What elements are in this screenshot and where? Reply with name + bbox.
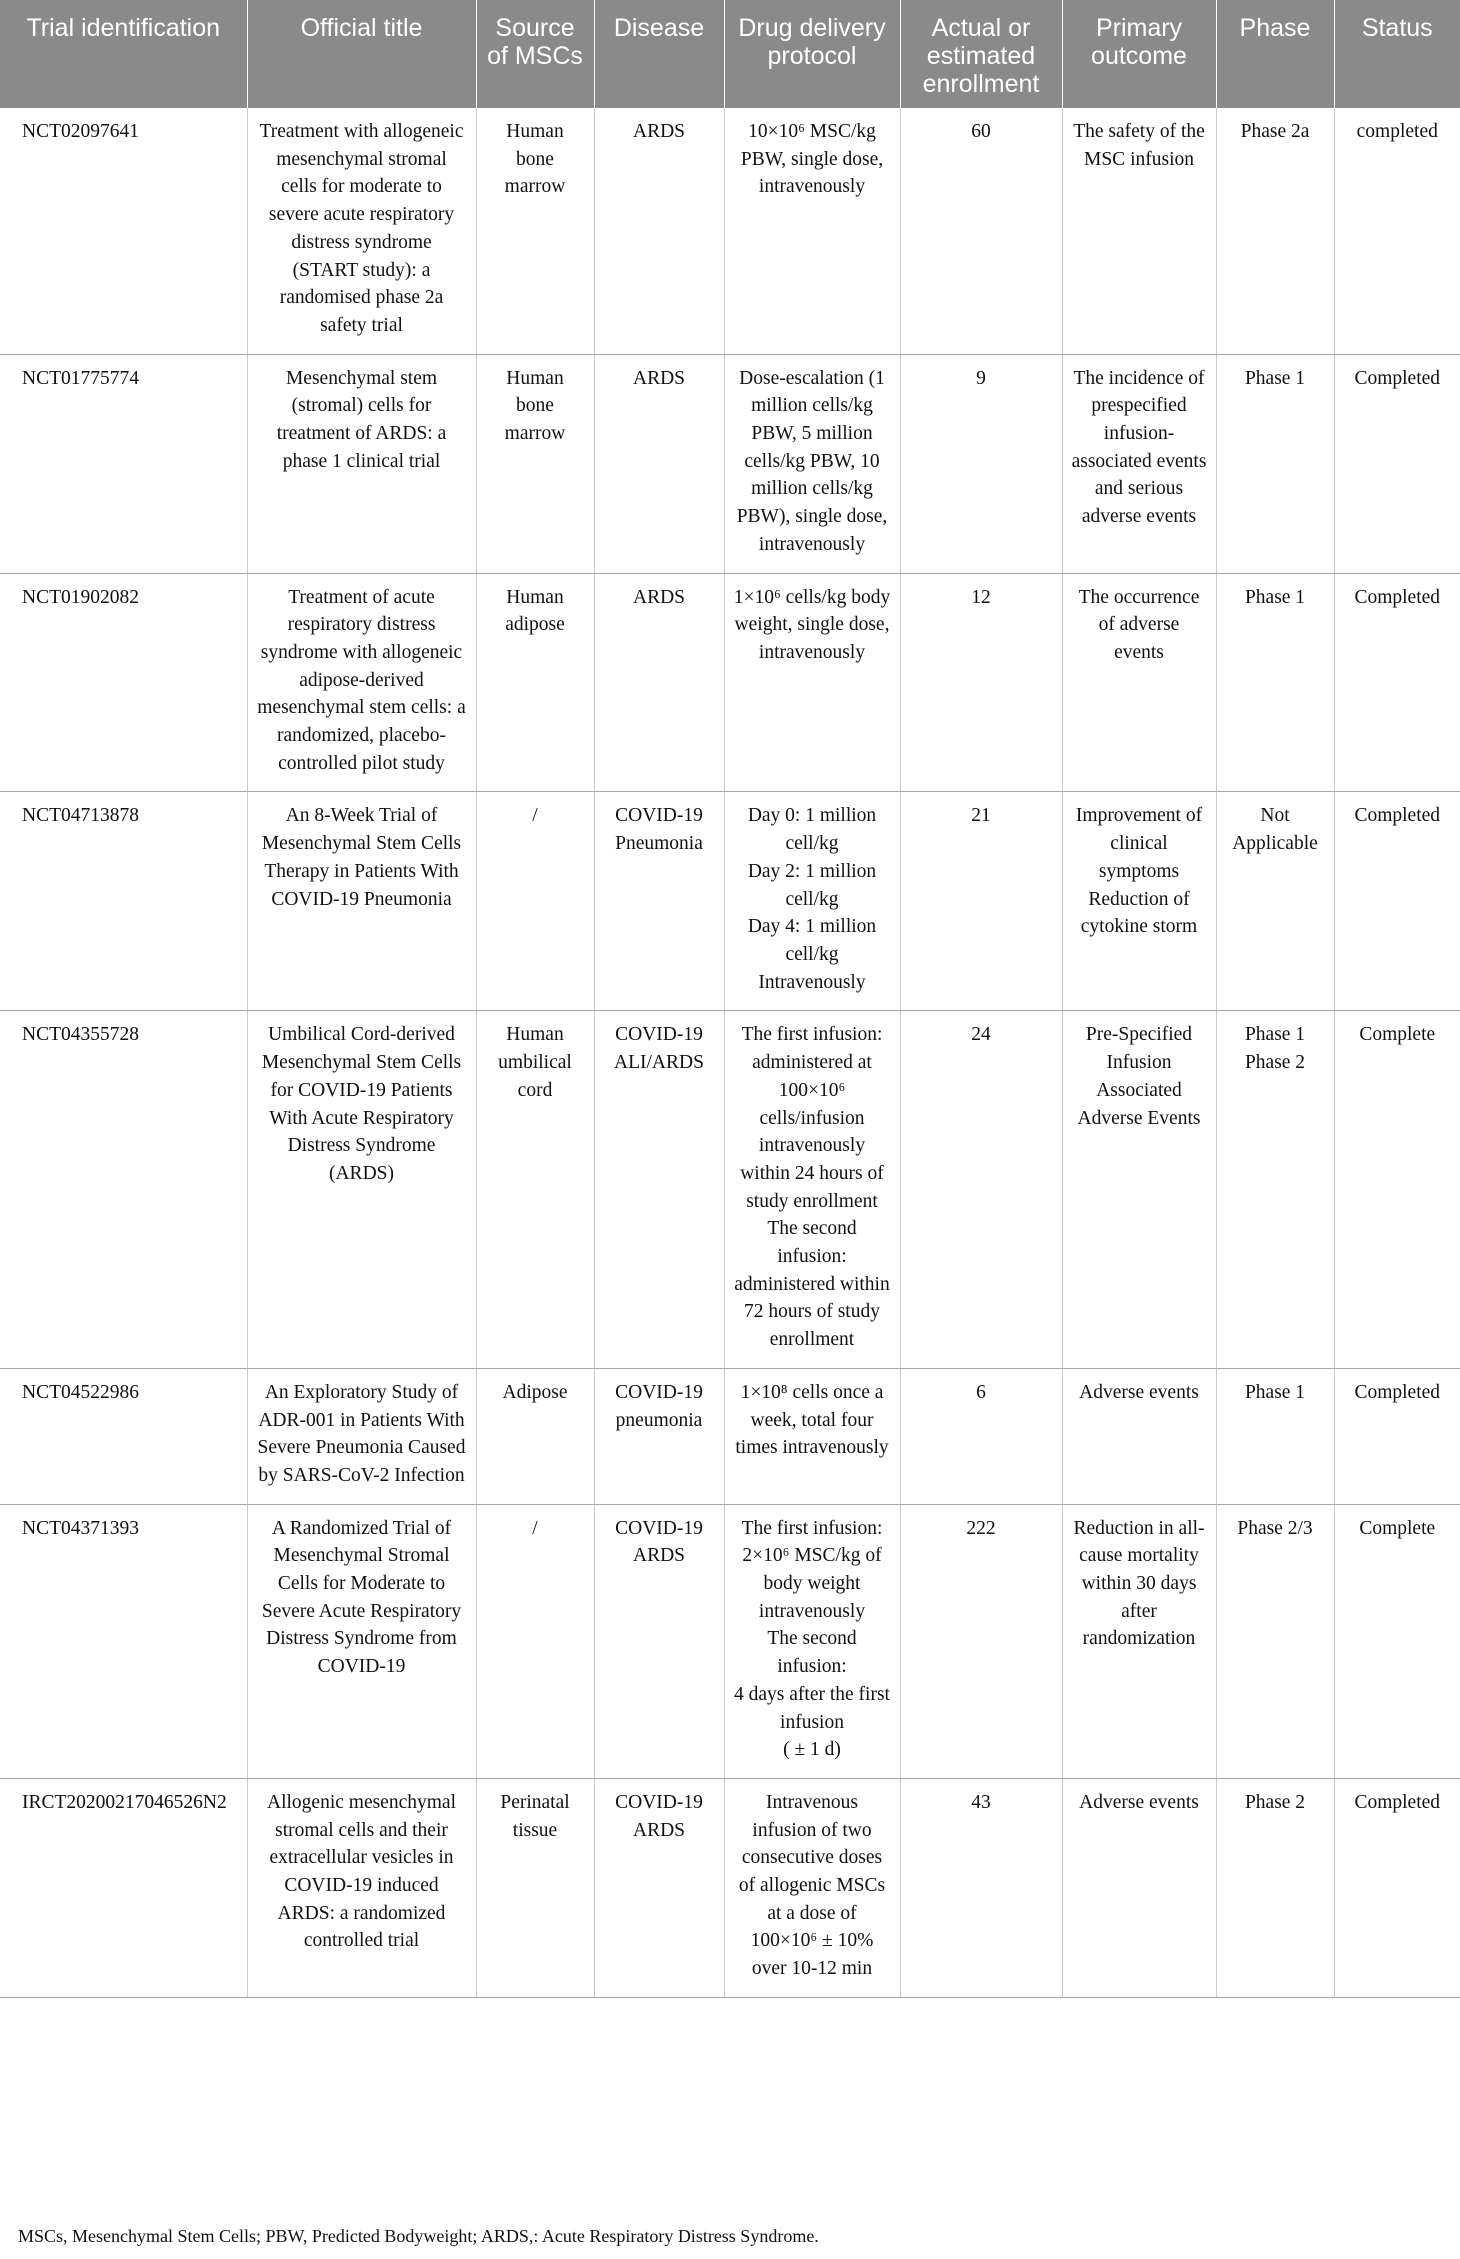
table-row — [0, 1504, 1460, 1778]
cell-text: The occurrence of adverse events — [1078, 586, 1200, 663]
table-row — [0, 1011, 1460, 1368]
table-cell — [1062, 108, 1216, 354]
table-cell — [1334, 108, 1460, 354]
table-cell — [594, 792, 724, 1011]
cell-text: Umbilical Cord-derived Mesenchymal Stem Cells for COVID-19 Patients With Acute Respiratory Distress Syndrome (ARDS) — [261, 1024, 462, 1184]
cell-text: IRCT20200217046526N2 — [22, 1791, 227, 1813]
table-cell — [1216, 1504, 1334, 1778]
table-cell — [476, 1778, 594, 1997]
column-header: Drug delivery protocol — [724, 0, 900, 108]
cell-text: NCT04371393 — [22, 1517, 139, 1539]
table-cell — [1062, 1011, 1216, 1368]
table-cell — [900, 573, 1062, 792]
cell-text: Not Applicable — [1232, 805, 1318, 855]
table-cell — [724, 1778, 900, 1997]
table-cell — [1216, 108, 1334, 354]
cell-text: Allogenic mesenchymal stromal cells and their extracellular vesicles in COVID-19 induced ARDS: a randomized controlled trial — [267, 1791, 456, 1952]
column-header: Actual or estimated enrollment — [900, 0, 1062, 108]
table-header — [0, 0, 1460, 108]
cell-text: ARDS — [632, 121, 686, 142]
cell-text: 222 — [966, 1517, 996, 1539]
table-cell — [724, 108, 900, 354]
cell-text: Reduction in all-cause mortality within 30 days after randomization — [1073, 1517, 1205, 1650]
table-cell — [0, 573, 247, 792]
table-cell — [900, 1011, 1062, 1368]
cell-text: Mesenchymal stem (stromal) cells for treatment of ARDS: a phase 1 clinical trial — [276, 367, 447, 472]
table-cell — [1334, 1368, 1460, 1504]
cell-text: A Randomized Trial of Mesenchymal Stromal Cells for Moderate to Severe Acute Respiratory Distress Syndrome from COVID-19 — [261, 1517, 462, 1678]
table-cell — [900, 1778, 1062, 1997]
column-header: Phase — [1216, 0, 1334, 108]
table-cell — [476, 354, 594, 573]
cell-text: 21 — [971, 805, 991, 827]
table-row — [0, 573, 1460, 792]
table-cell — [0, 354, 247, 573]
cell-text: NCT01902082 — [22, 586, 139, 608]
table-cell — [0, 1504, 247, 1778]
table-cell — [594, 354, 724, 573]
table-cell — [1062, 1368, 1216, 1504]
table-cell — [1216, 792, 1334, 1011]
table-cell — [1334, 573, 1460, 792]
table-cell — [594, 1011, 724, 1368]
table-cell — [594, 1504, 724, 1778]
table-cell — [594, 1368, 724, 1504]
table-cell — [594, 108, 724, 354]
cell-text: Human umbilical cord — [498, 1024, 572, 1101]
table-cell — [476, 108, 594, 354]
cell-text: Phase 1 Phase 2 — [1244, 1024, 1306, 1074]
table-cell — [476, 1504, 594, 1778]
column-header: Official title — [247, 0, 476, 108]
cell-text: Phase 2a — [1240, 121, 1310, 142]
cell-text: The incidence of prespecified infusion-associated events and serious adverse events — [1071, 367, 1207, 528]
table-cell — [1062, 573, 1216, 792]
table-cell — [1334, 792, 1460, 1011]
cell-text: Human adipose — [505, 586, 565, 636]
table-cell — [900, 1504, 1062, 1778]
table-cell — [900, 792, 1062, 1011]
table-cell — [900, 1368, 1062, 1504]
table-cell — [900, 108, 1062, 354]
cell-text: NCT04522986 — [22, 1381, 139, 1403]
cell-text: 60 — [971, 121, 991, 142]
table-cell — [1062, 354, 1216, 573]
cell-text: Completed — [1354, 367, 1441, 389]
table-cell — [247, 1011, 476, 1368]
table-cell — [724, 354, 900, 573]
cell-text: ARDS — [632, 367, 686, 389]
cell-text: COVID-19 ALI/ARDS — [614, 1024, 704, 1074]
table-cell — [724, 1011, 900, 1368]
cell-text: Phase 2/3 — [1237, 1517, 1313, 1539]
cell-text: 12 — [971, 586, 991, 608]
cell-text: Day 0: 1 million cell/kg Day 2: 1 million cell/kg Day 4: 1 million cell/kg Intravenously — [747, 805, 877, 993]
cell-text: The first infusion: 2×10⁶ MSC/kg of body weight intravenously The second infusion: 4 days after the first infusion ( ± 1 d) — [734, 1517, 890, 1761]
column-header: Trial identification — [0, 0, 247, 108]
cell-text: 6 — [976, 1381, 986, 1403]
cell-text: completed — [1356, 121, 1438, 142]
cell-text: Adverse events — [1079, 1791, 1199, 1813]
cell-text: 9 — [976, 367, 986, 389]
cell-text: Complete — [1359, 1024, 1436, 1046]
table-cell — [594, 1778, 724, 1997]
cell-text: 1×10⁸ cells once a week, total four times intravenously — [735, 1381, 889, 1459]
table-cell — [247, 1368, 476, 1504]
cell-text: 43 — [971, 1791, 991, 1813]
table-row — [0, 1368, 1460, 1504]
table-cell — [1334, 1504, 1460, 1778]
cell-text: Completed — [1354, 805, 1441, 827]
table-body — [0, 108, 1460, 1997]
header-row — [0, 0, 1460, 108]
table-cell — [594, 573, 724, 792]
column-header: Disease — [594, 0, 724, 108]
cell-text: 1×10⁶ cells/kg body weight, single dose, intravenously — [733, 586, 891, 663]
table-cell — [247, 573, 476, 792]
cell-text: Completed — [1354, 1381, 1441, 1403]
table-cell — [247, 108, 476, 354]
cell-text: / — [532, 1517, 538, 1539]
cell-text: An 8-Week Trial of Mesenchymal Stem Cells Therapy in Patients With COVID-19 Pneumonia — [261, 805, 462, 910]
table-row — [0, 354, 1460, 573]
cell-text: Treatment with allogeneic mesenchymal stromal cells for moderate to severe acute respiratory distress syndrome (START study): a randomised phase 2a safety trial — [259, 121, 464, 336]
cell-text: Improvement of clinical symptoms Reduction of cytokine storm — [1075, 805, 1203, 938]
table-cell — [0, 1778, 247, 1997]
cell-text: Human bone marrow — [504, 367, 566, 445]
cell-text: Phase 2 — [1244, 1791, 1306, 1813]
table-cell — [1216, 1011, 1334, 1368]
table-cell — [476, 1011, 594, 1368]
cell-text: Phase 1 — [1244, 586, 1306, 608]
cell-text: Completed — [1354, 586, 1441, 608]
table-cell — [1216, 573, 1334, 792]
table-footnote: MSCs, Mesenchymal Stem Cells; PBW, Predicted Bodyweight; ARDS,: Acute Respiratory Distress Syndrome. — [18, 2226, 819, 2246]
cell-text: Adverse events — [1079, 1381, 1199, 1403]
cell-text: COVID-19 Pneumonia — [615, 805, 703, 855]
cell-text: COVID-19 ARDS — [615, 1517, 703, 1567]
table-cell — [900, 354, 1062, 573]
table-cell — [724, 1504, 900, 1778]
cell-text: Adipose — [502, 1381, 568, 1403]
table-cell — [1216, 1368, 1334, 1504]
column-header: Status — [1334, 0, 1460, 108]
table-cell — [1216, 1778, 1334, 1997]
cell-text: Intravenous infusion of two consecutive doses of allogenic MSCs at a dose of 100×10⁶ ± 10% over 10-12 min — [738, 1791, 886, 1980]
table-cell — [724, 792, 900, 1011]
table-row — [0, 792, 1460, 1011]
table-cell — [476, 792, 594, 1011]
table-cell — [1216, 354, 1334, 573]
cell-text: ARDS — [632, 586, 686, 608]
table-cell — [1334, 1011, 1460, 1368]
cell-text: 10×10⁶ MSC/kg PBW, single dose, intravenously — [740, 121, 884, 198]
table-cell — [0, 1368, 247, 1504]
cell-text: Treatment of acute respiratory distress syndrome with allogeneic adipose-derived mesenchymal stem cells: a randomized, placebo-controlled pilot study — [257, 586, 466, 774]
table-cell — [247, 1504, 476, 1778]
table-cell — [1334, 1778, 1460, 1997]
cell-text: Human bone marrow — [504, 121, 566, 198]
cell-text: The safety of the MSC infusion — [1073, 121, 1205, 170]
cell-text: COVID-19 ARDS — [615, 1791, 703, 1841]
table-cell — [476, 573, 594, 792]
cell-text: 24 — [971, 1024, 991, 1046]
column-header: Source of MSCs — [476, 0, 594, 108]
table-cell — [0, 1011, 247, 1368]
table-cell — [0, 108, 247, 354]
table-cell — [724, 573, 900, 792]
table-cell — [247, 354, 476, 573]
cell-text: COVID-19 pneumonia — [615, 1381, 703, 1431]
table-row — [0, 108, 1460, 354]
table-cell — [1062, 1504, 1216, 1778]
column-header: Primary outcome — [1062, 0, 1216, 108]
table-cell — [247, 1778, 476, 1997]
cell-text: / — [532, 805, 538, 827]
table-cell — [724, 1368, 900, 1504]
table-cell — [247, 792, 476, 1011]
table-cell — [1062, 1778, 1216, 1997]
cell-text: Phase 1 — [1244, 367, 1306, 389]
cell-text: Complete — [1359, 1517, 1436, 1539]
cell-text: An Exploratory Study of ADR-001 in Patients With Severe Pneumonia Caused by SARS-CoV-2 Infection — [257, 1381, 466, 1486]
table-cell — [1334, 354, 1460, 573]
cell-text: Pre-Specified Infusion Associated Adverse Events — [1077, 1024, 1201, 1129]
cell-text: The first infusion: administered at 100×10⁶ cells/infusion intravenously within 24 hours of study enrollment The second infusion: administered within 72 hours of study enrollment — [734, 1024, 890, 1351]
cell-text: Completed — [1354, 1791, 1441, 1813]
table-row — [0, 1778, 1460, 1997]
cell-text: Perinatal tissue — [500, 1791, 570, 1841]
table-cell — [0, 792, 247, 1011]
cell-text: NCT02097641 — [22, 121, 139, 142]
table-cell — [476, 1368, 594, 1504]
cell-text: Dose-escalation (1 million cells/kg PBW, 5 million cells/kg PBW, 10 million cells/kg PBW), single dose, intravenously — [736, 367, 888, 555]
table-cell — [1062, 792, 1216, 1011]
cell-text: NCT04713878 — [22, 805, 139, 827]
cell-text: Phase 1 — [1244, 1381, 1306, 1403]
cell-text: NCT04355728 — [22, 1024, 139, 1046]
cell-text: NCT01775774 — [22, 367, 139, 389]
